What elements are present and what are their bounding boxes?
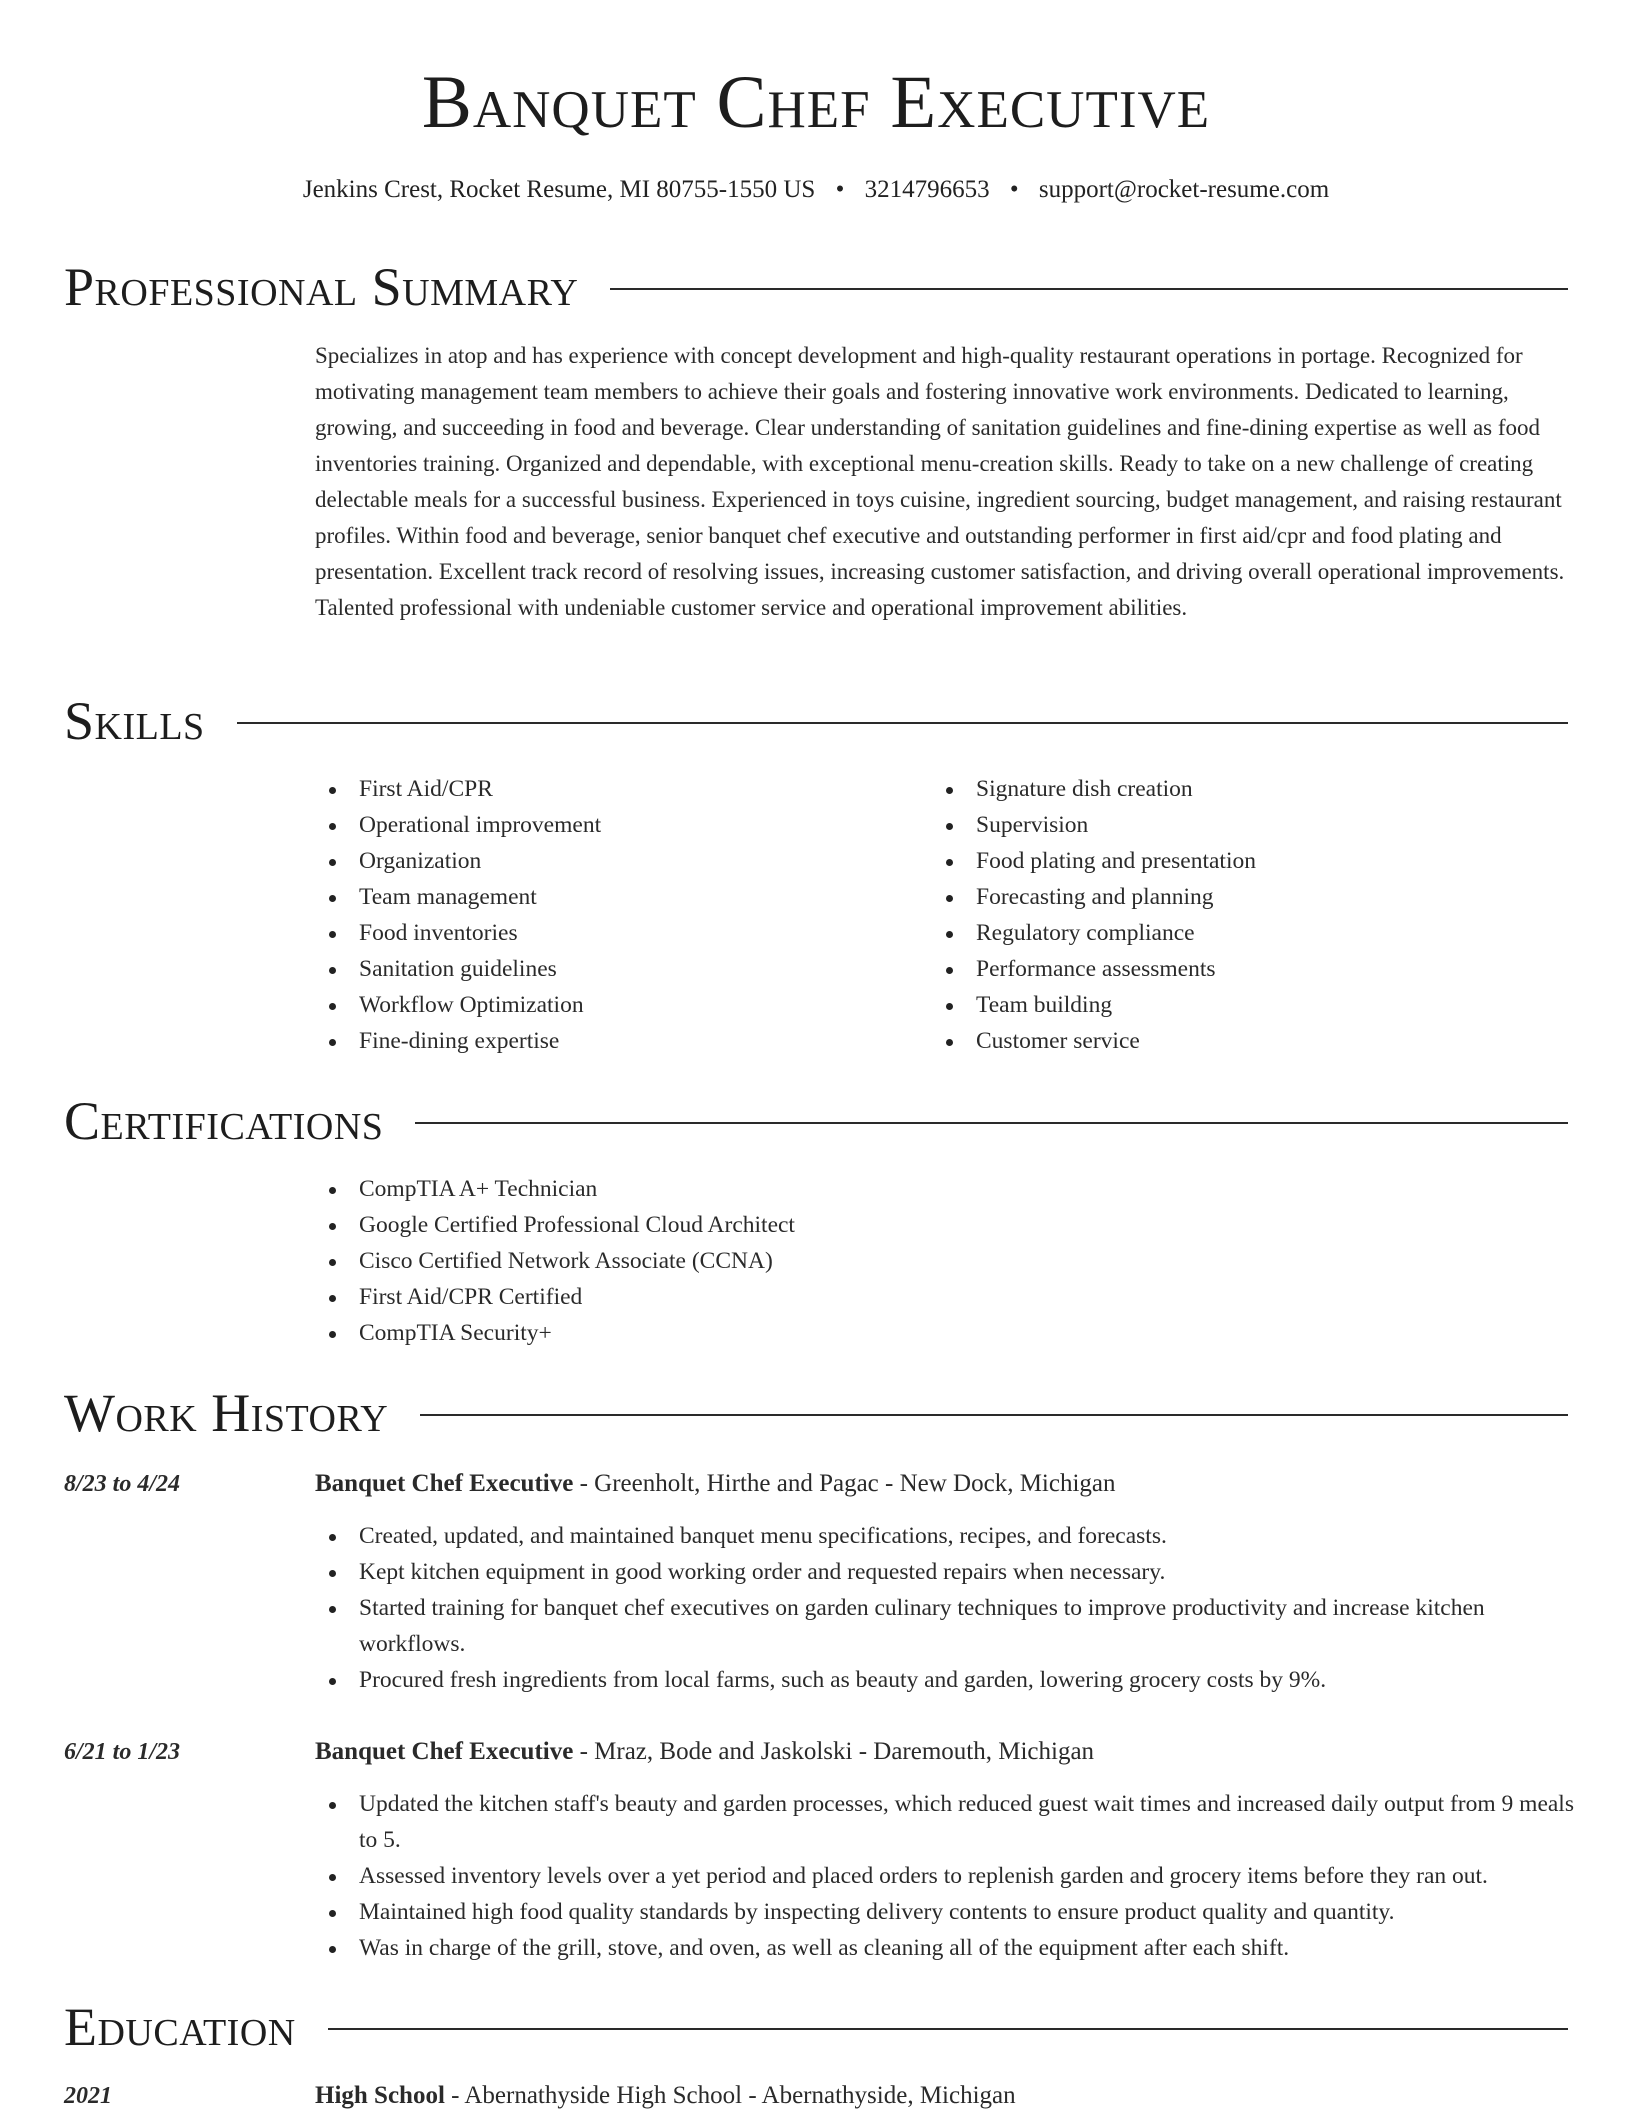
contact-address: Jenkins Crest, Rocket Resume, MI 80755-1550 US bbox=[302, 176, 816, 203]
job-bullet: Started training for banquet chef executives on garden culinary techniques to improve productivity and increase kitchen workflows. bbox=[315, 1590, 1575, 1662]
summary-paragraph: Specializes in atop and has experience with concept development and high-quality restaurant operations in portage. Recognized for motivating management team members to achieve their goals and fostering innovative work environments. Dedicated to learning, growing, and succeeding in food and beverage. Clear understanding of sanitation guidelines and fine-dining expertise as well as food inventories training. Organized and dependable, with exceptional menu-creation skills. Ready to take on a new challenge of creating delectable meals for a successful business. Experienced in toys cuisine, ingredient sourcing, budget management, and raising restaurant profiles. Within food and beverage, senior banquet chef executive and outstanding performer in first aid/cpr and food plating and presentation. Excellent track record of resolving issues, increasing customer satisfaction, and driving overall operational improvements. Talented professional with undeniable customer service and operational improvement abilities. bbox=[315, 343, 1565, 620]
job-bullets bbox=[315, 1786, 1575, 1966]
section-title: Education bbox=[64, 1997, 296, 2057]
job-bullet: Procured fresh ingredients from local farms, such as beauty and garden, lowering grocery costs by 9%. bbox=[315, 1662, 1575, 1698]
certification-item: CompTIA Security+ bbox=[315, 1315, 1215, 1351]
contact-phone: 3214796653 bbox=[864, 176, 990, 203]
skill-item: Team management bbox=[315, 879, 915, 915]
section-header-work-history bbox=[64, 1380, 1568, 1446]
certification-item: Google Certified Professional Cloud Architect bbox=[315, 1207, 1215, 1243]
job-title: Banquet Chef Executive bbox=[315, 1738, 574, 1765]
section-title: Certifications bbox=[64, 1091, 384, 1151]
skill-item: Operational improvement bbox=[315, 807, 915, 843]
education-school-location: - Abernathyside High School - Abernathyside, Michigan bbox=[444, 2082, 1016, 2109]
section-header-skills bbox=[64, 688, 1568, 754]
job-dates: 6/21 to 1/23 bbox=[64, 1739, 181, 1765]
skills-list-right bbox=[932, 771, 1532, 1059]
job-bullet: Created, updated, and maintained banquet menu specifications, recipes, and forecasts. bbox=[315, 1518, 1575, 1554]
skills-list-left bbox=[315, 771, 915, 1059]
certifications-list bbox=[315, 1171, 1215, 1351]
skill-item: Customer service bbox=[932, 1023, 1532, 1059]
section-divider bbox=[610, 288, 1568, 290]
skill-item: Workflow Optimization bbox=[315, 987, 915, 1023]
contact-email: support@rocket-resume.com bbox=[1038, 176, 1330, 203]
section-title: Work History bbox=[64, 1383, 389, 1443]
certification-item: CompTIA A+ Technician bbox=[315, 1171, 1215, 1207]
skill-item: First Aid/CPR bbox=[315, 771, 915, 807]
skill-item: Food plating and presentation bbox=[932, 843, 1532, 879]
job-title: Banquet Chef Executive bbox=[315, 1470, 574, 1497]
job-bullet: Assessed inventory levels over a yet period and placed orders to replenish garden and grocery items before they ran out. bbox=[315, 1858, 1575, 1894]
job-dates: 8/23 to 4/24 bbox=[64, 1471, 181, 1497]
section-title: Skills bbox=[64, 691, 205, 751]
certification-item: Cisco Certified Network Associate (CCNA) bbox=[315, 1243, 1215, 1279]
job-employer-location: - Mraz, Bode and Jaskolski - Daremouth, Michigan bbox=[573, 1738, 1095, 1765]
job-bullet: Kept kitchen equipment in good working order and requested repairs when necessary. bbox=[315, 1554, 1575, 1590]
skill-item: Regulatory compliance bbox=[932, 915, 1532, 951]
certification-item: First Aid/CPR Certified bbox=[315, 1279, 1215, 1315]
section-title: Professional Summary bbox=[64, 257, 579, 317]
section-divider bbox=[328, 2028, 1568, 2030]
education-degree: High School bbox=[315, 2082, 445, 2109]
skill-item: Forecasting and planning bbox=[932, 879, 1532, 915]
job-bullet: Was in charge of the grill, stove, and oven, as well as cleaning all of the equipment after each shift. bbox=[315, 1930, 1575, 1966]
job-heading bbox=[315, 1469, 1570, 1499]
skill-item: Organization bbox=[315, 843, 915, 879]
contact-separator: • bbox=[1009, 176, 1019, 203]
skill-item: Food inventories bbox=[315, 915, 915, 951]
section-divider bbox=[420, 1414, 1568, 1416]
section-header-education bbox=[64, 1994, 1568, 2060]
contact-separator: • bbox=[835, 176, 845, 203]
skill-item: Signature dish creation bbox=[932, 771, 1532, 807]
education-year: 2021 bbox=[64, 2083, 112, 2109]
skill-item: Team building bbox=[932, 987, 1532, 1023]
section-divider bbox=[415, 1122, 1568, 1124]
contact-line bbox=[0, 175, 1632, 205]
resume-name: Banquet Chef Executive bbox=[421, 61, 1211, 144]
job-bullets bbox=[315, 1518, 1575, 1698]
skill-item: Supervision bbox=[932, 807, 1532, 843]
section-divider bbox=[237, 722, 1568, 724]
skill-item: Performance assessments bbox=[932, 951, 1532, 987]
skill-item: Sanitation guidelines bbox=[315, 951, 915, 987]
job-employer-location: - Greenholt, Hirthe and Pagac - New Dock, Michigan bbox=[573, 1470, 1116, 1497]
section-header-certifications bbox=[64, 1088, 1568, 1154]
skill-item: Fine-dining expertise bbox=[315, 1023, 915, 1059]
job-bullet: Maintained high food quality standards by inspecting delivery contents to ensure product quality and quantity. bbox=[315, 1894, 1575, 1930]
job-heading bbox=[315, 1737, 1570, 1767]
education-heading bbox=[315, 2081, 1570, 2111]
section-header-summary bbox=[64, 254, 1568, 320]
job-bullet: Updated the kitchen staff's beauty and garden processes, which reduced guest wait times and increased daily output from 9 meals to 5. bbox=[315, 1786, 1575, 1858]
